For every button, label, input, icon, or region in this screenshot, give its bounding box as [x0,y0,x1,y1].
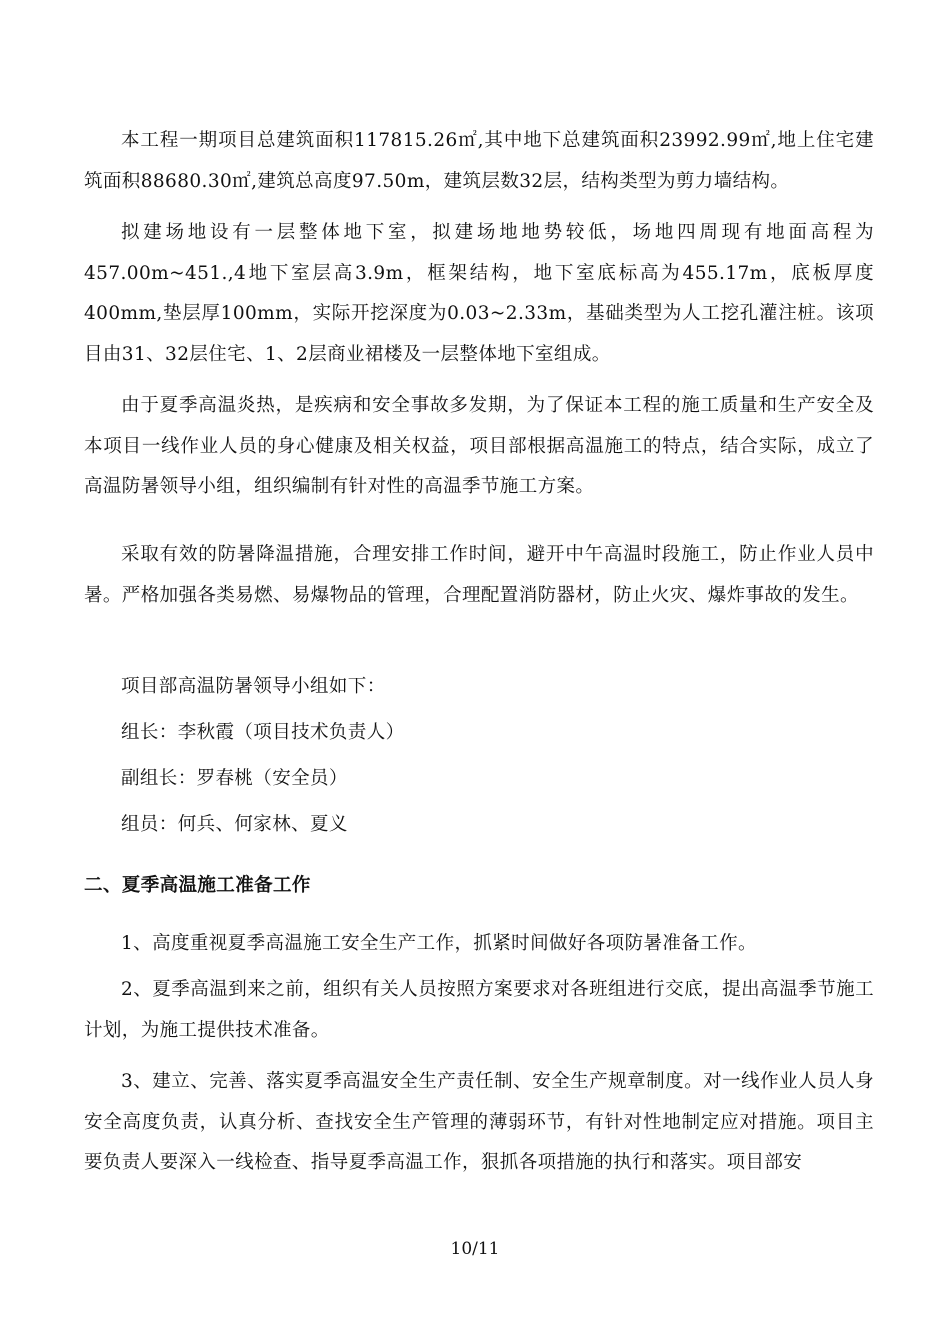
section-heading: 二、夏季高温施工准备工作 [84,875,311,896]
paragraph-cooling-measures: 采取有效的防暑降温措施，合理安排工作时间，避开中午高温时段施工，防止作业人员中暑。严格加强各类易燃、易爆物品的管理，合理配置消防器材，防止火灾、爆炸事故的发生。 [84,544,874,606]
paragraph-site-conditions: 拟建场地设有一层整体地下室，拟建场地地势较低，场地四周现有地面高程为457.00m~451.,4地下室层高3.9m，框架结构，地下室底标高为455.17m，底板厚度400mm,垫层厚100mm，实际开挖深度为0.03~2.33m，基础类型为人工挖孔灌注桩。该项目由31、32层住宅、1、2层商业裙楼及一层整体地下室组成。 [84,222,874,365]
group-members: 组员：何兵、何家林、夏义 [121,814,348,835]
group-deputy: 副组长：罗春桃（安全员） [121,768,348,789]
section-item-1: 1、高度重视夏季高温施工安全生产工作，抓紧时间做好各项防暑准备工作。 [121,933,757,954]
paragraph-summer-heat: 由于夏季高温炎热，是疾病和安全事故多发期，为了保证本工程的施工质量和生产安全及本项目一线作业人员的身心健康及相关权益，项目部根据高温施工的特点，结合实际，成立了高温防暑领导小组，组织编制有针对性的高温季节施工方案。 [84,395,874,497]
section-item-2: 2、夏季高温到来之前，组织有关人员按照方案要求对各班组进行交底，提出高温季节施工计划，为施工提供技术准备。 [84,979,874,1041]
group-leader: 组长：李秋霞（项目技术负责人） [121,722,405,743]
group-title: 项目部高温防暑领导小组如下： [121,676,386,697]
section-item-3: 3、建立、完善、落实夏季高温安全生产责任制、安全生产规章制度。对一线作业人员人身安全高度负责，认真分析、查找安全生产管理的薄弱环节，有针对性地制定应对措施。项目主要负责人要深入一线检查、指导夏季高温工作，狠抓各项措施的执行和落实。项目部安 [84,1071,874,1173]
paragraph-project-overview: 本工程一期项目总建筑面积117815.26㎡,其中地下总建筑面积23992.99㎡,地上住宅建筑面积88680.30㎡,建筑总高度97.50m，建筑层数32层，结构类型为剪力墙结构。 [84,130,874,192]
page-number: 10/11 [450,1239,500,1259]
